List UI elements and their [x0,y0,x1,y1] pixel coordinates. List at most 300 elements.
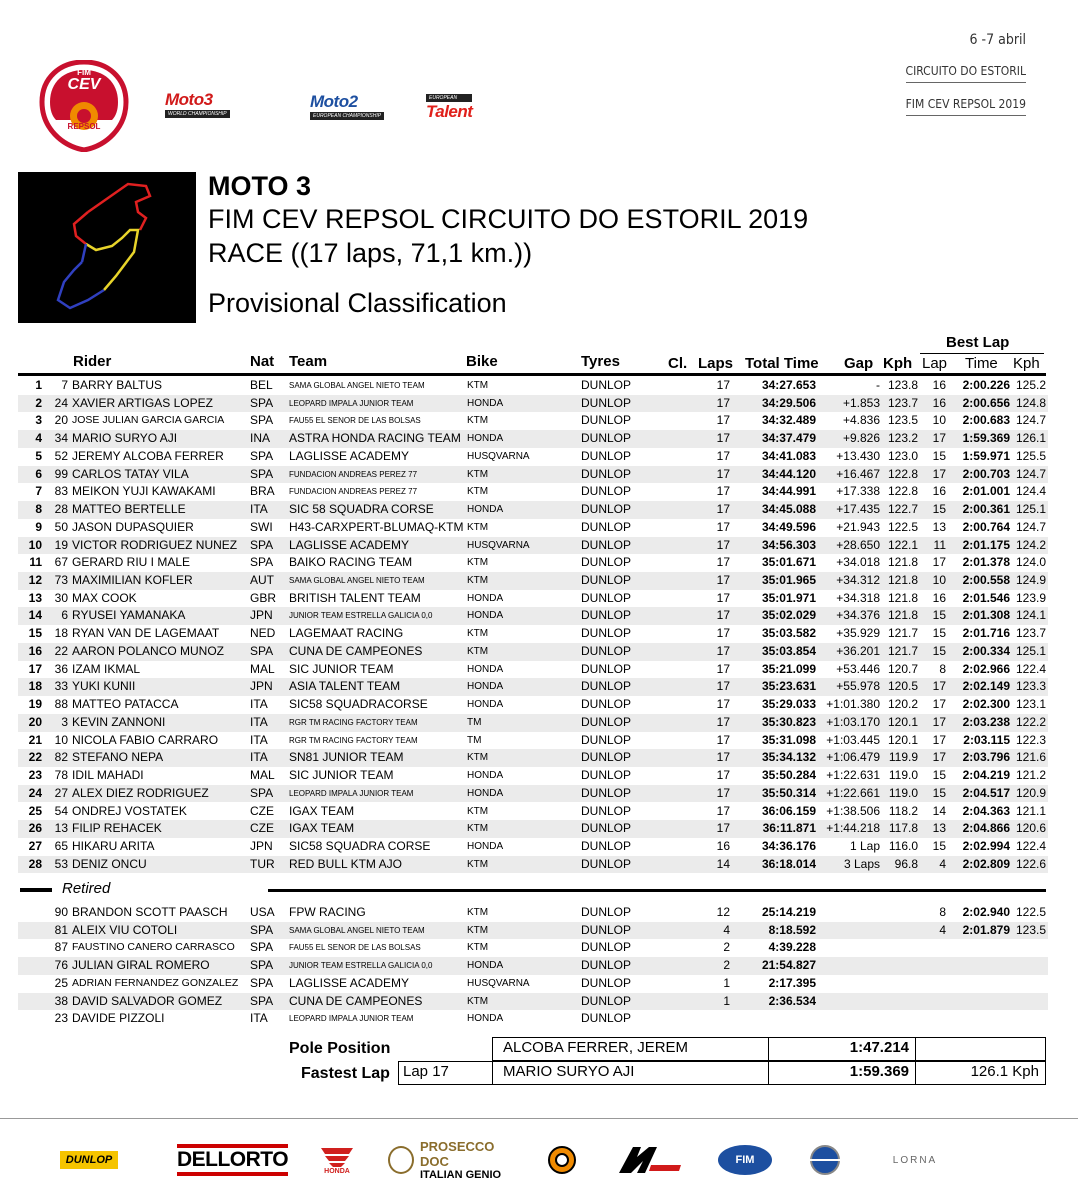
cell-nat: ITA [250,750,268,765]
cell-bike: KTM [467,995,489,1007]
cev-repsol-logo [38,60,130,152]
pole-position-label: Pole Position [289,1040,391,1057]
cell-gap: +9.826 [842,431,880,446]
col-team: Team [289,353,328,370]
talent-cup-logo: EUROPEAN Talent [426,95,473,121]
cell-num: 6 [61,608,68,623]
cell-laps: 17 [716,466,730,481]
cell-btime: 2:01.308 [962,608,1010,623]
cell-bike: HONDA [467,681,504,693]
cell-laps: 17 [716,768,730,783]
cell-gap: +16.467 [836,466,880,481]
cell-laps: 17 [716,643,730,658]
table-row [18,466,1048,484]
cell-rider: MEIKON YUJI KAWAKAMI [72,484,216,499]
cell-tyres: DUNLOP [581,413,632,428]
cell-tyres: DUNLOP [581,537,632,552]
cell-num: 34 [54,431,68,446]
cell-laps: 17 [716,697,730,712]
cell-nat: MAL [250,768,275,783]
cell-num: 19 [54,537,68,552]
cell-nat: SPA [250,993,274,1008]
retired-label: Retired [62,880,111,897]
cell-pos: 20 [28,714,42,729]
cell-bkph: 123.5 [1015,922,1046,937]
cell-gap: +13.430 [836,448,880,463]
cell-time: 34:41.083 [761,448,816,463]
cell-kph: 120.1 [887,732,918,747]
cell-tyres: DUNLOP [581,555,632,570]
cell-bike: TM [467,716,482,728]
cell-tyres: DUNLOP [581,431,632,446]
cell-btime: 2:00.361 [962,502,1010,517]
cell-team: SIC JUNIOR TEAM [289,768,394,783]
cell-btime: 2:03.238 [962,714,1010,729]
table-row [18,993,1048,1011]
cell-laps: 17 [716,661,730,676]
cell-pos: 21 [28,732,42,747]
cell-kph: 96.8 [894,856,918,871]
cell-num: 36 [54,661,68,676]
cell-laps: 17 [716,750,730,765]
cell-bike: HONDA [467,504,504,516]
cell-bkph: 125.1 [1015,502,1046,517]
cell-time: 35:29.033 [761,697,816,712]
cell-rider: ONDREJ VOSTATEK [72,803,187,818]
cell-blap: 17 [932,714,946,729]
cell-bike: HONDA [467,1013,504,1025]
cell-team: ASIA TALENT TEAM [289,679,401,694]
cell-pos: 10 [28,537,42,552]
cell-bkph: 126.1 [1015,431,1046,446]
cell-tyres: DUNLOP [581,821,632,836]
cell-num: 87 [54,940,68,955]
table-row [18,625,1048,643]
table-row [18,377,1048,395]
cell-rider: BARRY BALTUS [72,378,163,392]
table-row [18,803,1048,821]
cell-rider: YUKI KUNII [72,679,136,694]
cell-bike: KTM [467,380,489,391]
cell-laps: 16 [716,838,730,853]
cell-blap: 15 [932,768,946,783]
cell-laps: 17 [716,732,730,747]
cell-btime: 2:00.226 [962,378,1010,392]
cell-time: 2:36.534 [768,993,816,1008]
cell-nat: ITA [250,732,268,747]
cell-pos: 11 [29,555,42,570]
sponsor-prosecco: PROSECCO DOC ITALIAN GENIO [388,1140,518,1180]
cell-bkph: 121.2 [1015,768,1046,783]
cell-bike: HONDA [467,770,504,782]
table-row [18,448,1048,466]
pole-time: 1:47.214 [768,1037,916,1061]
cell-btime: 2:02.300 [962,697,1010,712]
cell-time: 35:34.132 [761,750,816,765]
cell-laps: 17 [716,448,730,463]
cell-kph: 122.7 [887,502,918,517]
cell-tyres: DUNLOP [581,466,632,481]
cell-time: 34:44.120 [761,466,816,481]
cell-time: 25:14.219 [761,905,816,919]
cell-pos: 8 [35,502,42,517]
cell-kph: 122.8 [887,484,918,499]
cell-time: 35:03.854 [761,643,816,658]
cell-nat: USA [250,905,275,919]
cell-laps: 17 [716,714,730,729]
cell-pos: 17 [28,661,42,676]
cell-team: CUNA DE CAMPEONES [289,993,423,1008]
cell-time: 36:11.871 [762,821,816,836]
cell-time: 35:01.971 [761,590,816,605]
table-row [18,820,1048,838]
cell-bike: HUSQVARNA [467,539,530,551]
cell-bkph: 120.9 [1015,785,1046,800]
table-row [18,1010,1048,1028]
cell-laps: 17 [716,679,730,694]
cell-kph: 119.0 [888,785,918,800]
cell-laps: 17 [716,484,730,499]
cell-laps: 17 [716,519,730,534]
cell-btime: 2:01.001 [962,484,1010,499]
cell-btime: 2:04.866 [962,821,1010,836]
cell-bkph: 122.6 [1015,856,1046,871]
cell-rider: GERARD RIU I MALE [72,555,191,570]
cell-btime: 2:04.363 [962,803,1010,818]
cell-tyres: DUNLOP [581,679,632,694]
cell-pos: 9 [35,519,42,534]
cell-pos: 19 [28,697,42,712]
sponsor-dellorto: DELLORTO [175,1140,290,1180]
cell-kph: 122.8 [887,466,918,481]
col-laps: Laps [698,355,734,372]
cell-nat: MAL [250,661,275,676]
cell-btime: 2:02.809 [962,856,1010,871]
cell-team: SN81 JUNIOR TEAM [289,750,404,765]
table-row [18,838,1048,856]
cell-bike: KTM [467,645,489,657]
cell-team: FUNDACION ANDREAS PEREZ 77 [289,469,418,479]
cell-team: SIC58 SQUADRACORSE [289,697,428,712]
cell-team: LEOPARD IMPALA JUNIOR TEAM [289,788,414,798]
fastest-lap-time: 1:59.369 [768,1061,916,1085]
cell-time: 34:32.489 [761,413,816,428]
helmet-icon [547,1145,577,1175]
cell-bkph: 125.5 [1015,448,1046,463]
cell-blap: 8 [939,661,946,676]
cell-pos: 1 [35,378,42,392]
cell-kph: 119.9 [888,750,918,765]
cell-bkph: 123.1 [1015,697,1046,712]
cell-kph: 117.8 [888,821,918,836]
track-map [18,172,196,323]
cell-num: 3 [61,714,68,729]
cell-bike: TM [467,734,482,746]
cell-rider: MAXIMILIAN KOFLER [72,573,193,588]
cell-kph: 123.5 [887,413,918,428]
cell-btime: 2:01.716 [962,626,1010,641]
cell-btime: 2:02.966 [962,661,1010,676]
category-title: MOTO 3 [208,171,312,201]
cell-bkph: 125.2 [1015,378,1046,392]
cell-tyres: DUNLOP [581,714,632,729]
cell-bkph: 123.7 [1015,626,1046,641]
classification-subtitle: Provisional Classification [208,288,507,318]
cell-tyres: DUNLOP [581,697,632,712]
cell-rider: DAVID SALVADOR GOMEZ [72,993,223,1008]
table-row [18,975,1048,993]
cell-pos: 28 [28,856,42,871]
cell-blap: 13 [932,519,946,534]
table-row [18,519,1048,537]
cell-team: IGAX TEAM [289,803,355,818]
cell-rider: MATTEO PATACCA [72,697,179,712]
cell-pos: 14 [28,608,42,623]
fim-europe-icon [805,1143,845,1177]
cell-nat: SPA [250,395,274,410]
cell-tyres: DUNLOP [581,590,632,605]
cell-kph: 120.7 [887,661,918,676]
cell-rider: AARON POLANCO MUNOZ [72,643,225,658]
table-row [18,939,1048,957]
cell-team: LEOPARD IMPALA JUNIOR TEAM [289,398,414,408]
cell-bike: KTM [467,557,489,569]
cell-pos: 3 [35,413,42,428]
cell-nat: JPN [250,838,273,853]
cell-time: 8:18.592 [768,922,816,937]
cell-bike: KTM [467,858,489,870]
cell-time: 35:50.314 [761,785,816,800]
cell-rider: KEVIN ZANNONI [72,714,166,729]
cell-pos: 18 [28,679,42,694]
cell-time: 34:45.088 [761,502,816,517]
cell-tyres: DUNLOP [581,785,632,800]
cell-num: 99 [54,466,68,481]
cell-bike: HONDA [467,663,504,675]
table-row [18,749,1048,767]
cell-team: SAMA GLOBAL ANGEL NIETO TEAM [289,381,425,390]
cell-rider: HIKARU ARITA [72,838,155,853]
cell-nat: TUR [250,856,275,871]
cell-gap: +1.853 [842,395,880,410]
cell-team: LAGLISSE ACADEMY [289,537,410,552]
cell-btime: 2:01.879 [962,922,1010,937]
cell-blap: 4 [939,922,946,937]
cell-nat: ITA [250,1011,268,1026]
cell-num: 50 [54,519,68,534]
cell-laps: 17 [716,608,730,623]
cell-rider: JOSE JULIAN GARCIA GARCIA [72,414,225,427]
cell-rider: DENIZ ONCU [72,856,147,871]
cell-bike: HONDA [467,610,504,622]
cell-laps: 17 [716,785,730,800]
cell-time: 34:44.991 [761,484,816,499]
cell-laps: 1 [723,975,730,990]
cell-bike: KTM [467,415,489,427]
cell-time: 34:36.176 [761,838,816,853]
circuit-name: CIRCUITO DO ESTORIL [906,64,1026,83]
cell-gap: +35.929 [836,626,880,641]
cell-rider: BRANDON SCOTT PAASCH [72,905,228,919]
cell-blap: 17 [932,555,946,570]
cell-nat: SPA [250,537,274,552]
cell-team: JUNIOR TEAM ESTRELLA GALICIA 0,0 [289,611,433,621]
cell-gap: +36.201 [836,643,880,658]
cell-rider: ALEIX VIU COTOLI [72,922,178,937]
cell-team: JUNIOR TEAM ESTRELLA GALICIA 0,0 [289,961,433,971]
cell-tyres: DUNLOP [581,661,632,676]
cell-bike: HONDA [467,960,504,972]
cell-btime: 2:00.764 [962,519,1010,534]
table-row [18,856,1048,874]
table-row [18,537,1048,555]
cell-nat: AUT [250,573,274,588]
cell-btime: 2:00.683 [962,413,1010,428]
cell-blap: 15 [932,608,946,623]
cell-rider: CARLOS TATAY VILA [72,466,189,481]
table-row [18,661,1048,679]
cell-time: 35:21.099 [761,661,816,676]
cell-rider: MAX COOK [72,590,137,605]
cell-time: 35:02.029 [761,608,816,623]
cell-team: RGR TM RACING FACTORY TEAM [289,735,418,745]
sponsor-fim-europe [800,1140,850,1180]
cell-bike: KTM [467,924,489,936]
cell-kph: 121.8 [887,573,918,588]
cell-btime: 2:02.940 [962,905,1010,919]
cell-laps: 17 [716,413,730,428]
cell-time: 21:54.827 [761,958,816,973]
table-row [18,607,1048,625]
sponsor-honda: HONDA [312,1140,362,1180]
cell-bkph: 123.3 [1015,679,1046,694]
cell-bkph: 124.1 [1015,608,1046,623]
cell-time: 34:27.653 [761,378,816,392]
cell-gap: 3 Laps [843,856,880,871]
cell-gap: +1:38.506 [826,803,880,818]
logo-fim-text: FIM [77,68,91,77]
cell-nat: SPA [250,785,274,800]
table-row [18,395,1048,413]
cell-blap: 14 [932,803,946,818]
cell-btime: 2:04.219 [962,768,1010,783]
best-lap-header: Best Lap [946,334,1010,351]
cell-laps: 17 [716,590,730,605]
cell-num: 23 [54,1011,68,1026]
cell-blap: 15 [932,785,946,800]
cell-kph: 120.1 [887,714,918,729]
cell-kph: 120.2 [887,697,918,712]
cell-team: LEOPARD IMPALA JUNIOR TEAM [289,1014,414,1024]
fastest-lap-number: Lap 17 [398,1061,493,1085]
cell-num: 30 [54,590,68,605]
cell-num: 67 [54,555,68,570]
cell-btime: 1:59.369 [962,431,1010,446]
cell-bkph: 124.8 [1015,395,1046,410]
cell-pos: 26 [28,821,42,836]
pole-rider: ALCOBA FERRER, JEREM [492,1037,769,1061]
cell-tyres: DUNLOP [581,905,632,919]
cell-nat: SPA [250,413,274,428]
cell-blap: 10 [932,573,946,588]
col-tyres: Tyres [581,353,620,370]
cell-tyres: DUNLOP [581,975,632,990]
cell-pos: 24 [28,785,42,800]
cell-bkph: 122.3 [1015,732,1046,747]
table-row [18,767,1048,785]
cell-kph: 120.5 [887,679,918,694]
col-lap: Lap [922,355,948,372]
cell-tyres: DUNLOP [581,395,632,410]
cell-tyres: DUNLOP [581,958,632,973]
cell-blap: 10 [932,413,946,428]
cell-tyres: DUNLOP [581,448,632,463]
table-row [18,904,1048,922]
cell-kph: 118.2 [888,803,918,818]
cell-blap: 15 [932,838,946,853]
logo-cev-text: CEV [67,76,101,93]
cell-blap: 16 [932,484,946,499]
cell-tyres: DUNLOP [581,732,632,747]
cell-pos: 15 [28,626,42,641]
cell-blap: 16 [932,395,946,410]
cell-blap: 15 [932,448,946,463]
table-row [18,643,1048,661]
cell-team: RED BULL KTM AJO [289,856,402,871]
cell-bkph: 124.4 [1015,484,1046,499]
cell-laps: 17 [716,555,730,570]
cell-team: CUNA DE CAMPEONES [289,643,423,658]
session-title: RACE ((17 laps, 71,1 km.)) [208,238,533,268]
cell-nat: CZE [250,821,274,836]
cell-time: 34:49.596 [761,519,816,534]
cell-num: 52 [54,448,68,463]
cell-team: FAU55 EL SENOR DE LAS BOLSAS [289,416,421,426]
cell-rider: FAUSTINO CANERO CARRASCO [72,941,235,954]
cell-nat: ITA [250,714,268,729]
cell-laps: 14 [716,856,730,871]
cell-bike: KTM [467,907,489,918]
cell-team: FPW RACING [289,905,366,919]
cell-bike: HONDA [467,433,504,445]
cell-bkph: 123.9 [1015,590,1046,605]
moto3-logo: Moto3 WORLD CHAMPIONSHIP [165,90,230,118]
cell-laps: 4 [723,922,730,937]
cell-time: 36:18.014 [761,856,816,871]
cell-btime: 2:02.149 [962,679,1010,694]
cell-bkph: 121.6 [1015,750,1046,765]
cell-num: 82 [54,750,68,765]
table-row [18,696,1048,714]
cell-time: 4:39.228 [768,940,816,955]
cell-bkph: 125.1 [1015,643,1046,658]
retired-marker [20,888,52,892]
cell-gap: +1:06.479 [826,750,880,765]
cell-nat: JPN [250,679,273,694]
cell-nat: ITA [250,502,268,517]
cell-time: 2:17.395 [768,975,816,990]
cell-tyres: DUNLOP [581,1011,632,1026]
cell-num: 73 [54,573,68,588]
cell-nat: SPA [250,975,274,990]
cell-pos: 2 [35,395,42,410]
cell-team: LAGEMAAT RACING [289,626,404,641]
cell-bkph: 122.4 [1015,661,1046,676]
cell-num: 24 [54,395,68,410]
cell-laps: 17 [716,502,730,517]
cell-rider: VICTOR RODRIGUEZ NUNEZ [72,537,238,552]
cell-tyres: DUNLOP [581,502,632,517]
